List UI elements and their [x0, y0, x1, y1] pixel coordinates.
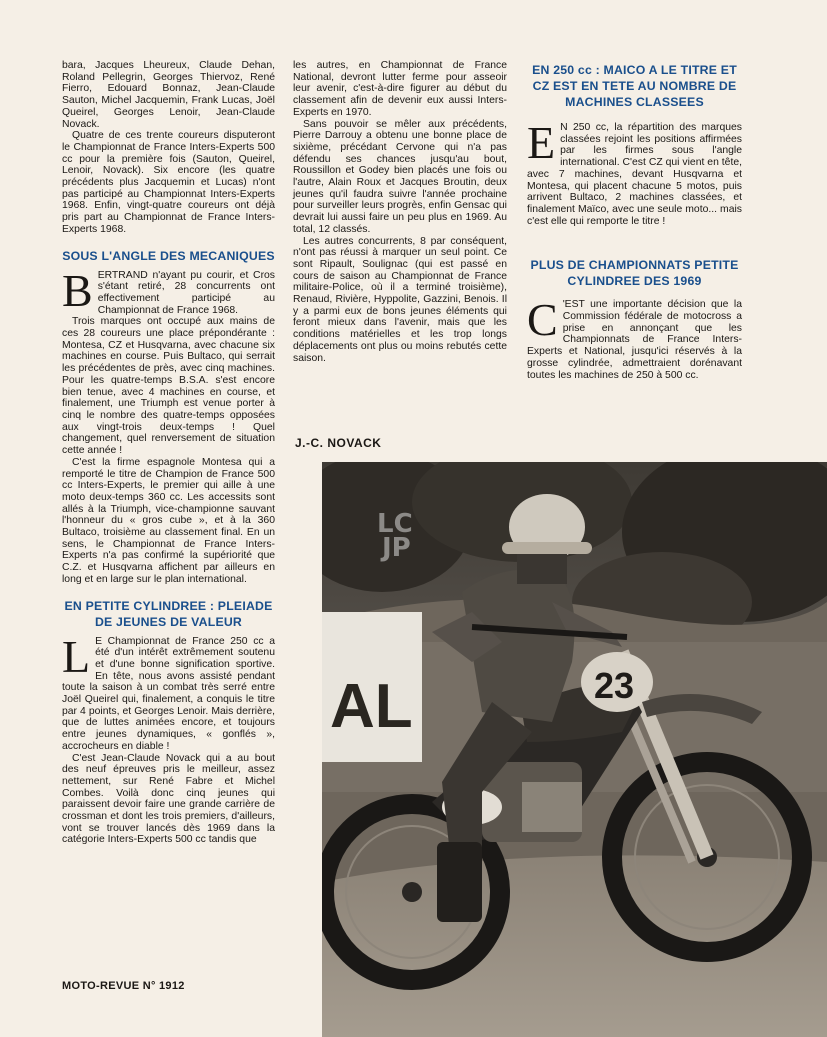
drop-cap: B — [62, 264, 93, 316]
drop-cap: E — [527, 117, 556, 168]
paragraph: Trois marques ont occupé aux mains de ces 28 coureurs une place prépondérante : Montesa, CZ et Husqvarna, avec chacune six machines en course. Puis Bultaco, qui serrait les précédentes de près, avec cinq machines. Pour les quatre-temps B.S.A. s'est encore bien tenue, avec 4 machines en course, et finalement, une Triumph est venue porter à cinq le nombre des quatre-temps opposées aux vingt-trois deux-temps ! Quel changement, quel renversement de situation cette année ! — [62, 316, 275, 457]
drop-cap: L — [62, 630, 91, 682]
watermark-line-2: JP — [382, 533, 411, 563]
paragraph: C'est Jean-Claude Novack qui a au bout des neuf épreuves pris le meilleur, assez nettement, sur René Fabre et Michel Combes. Voilà donc cinq jeunes qui paraissent devoir faire une grande carrière de crossman et dont les trois premiers, d'ailleurs, vont se trouver lancés dès 1969 dans la catégorie Inters-Experts 500 cc tandis que — [62, 752, 275, 846]
paragraph: les autres, en Championnat de France National, devront lutter ferme pour asseoir leur avenir, c'est-à-dire figurer au début du classement afin de devenir eux aussi Inters-Experts en 1970. — [293, 60, 507, 118]
column-2 — [293, 60, 507, 364]
author-byline: J.-C. NOVACK — [295, 436, 382, 450]
page-footer: MOTO-REVUE N° 1912 — [62, 980, 185, 992]
section-heading: EN 250 cc : MAICO A LE TITRE ET CZ EST EN TETE AU NOMBRE DE MACHINES CLASSEES — [532, 63, 737, 109]
paragraph: Les autres concurrents, 8 par conséquent, n'ont pas réussi à marquer un seul point. Ce sont Ripault, Soulignac (qui est passé en cours de saison au Championnat de France militaire-Police, où il a terminé troisième), Renaud, Rivière, Hyppolite, Gazzini, Benois. Il y a parmi eux de bons jeunes éléments qui feront mieux dans l'avenir, mais que les conditions matérielles et les trop longs déplacements ont plus ou moins rebutés cette saison. — [293, 235, 507, 364]
paragraph: E N 250 cc, la répartition des marques classées rejoint les positions affirmées par les firmes sous l'angle international. C'est CZ qui vient en tête, avec 7 machines, devant Husqvarna et Montesa, qui placent chacune 5 motos, puis arrivent Bultaco, 2 machines classées, et finalement Maïco, avec une seule moto... mais c'est elle qui remporte le titre ! — [527, 117, 742, 227]
column-3 — [527, 62, 742, 381]
paragraph: Sans pouvoir se mêler aux précédents, Pierre Darrouy a obtenu une bonne place de sixième, précédant Cervone qui n'a pas défendu ses chances jusqu'au bout, Roussillon et Godey bien placés une fois ou l'autre, Alain Roux et Jacques Broutin, deux jeunes qu'il faudra suivre l'année prochaine pour surveiller leurs progrès, enfin Gensac qui devrait lui aussi faire un peu plus en 1969. Au total, 12 classés. — [293, 118, 507, 235]
drop-cap: C — [527, 294, 558, 346]
paragraph: L E Championnat de France 250 cc a été d'un intérêt extrêmement soutenu et d'une bonne signification sportive. En tête, nous avons assisté pendant toute la saison à un combat très serré entre Joël Queirel qui, finalement, a conquis le titre par 4 points, et Georges Lenoir. Mais derrière, que de luttes animées encore, et toujours entre jeunes dynamiques, « gonflés », accrocheurs en diable ! — [62, 630, 275, 752]
paragraph: C'est la firme espagnole Montesa qui a remporté le titre de Champion de France 500 cc Inters-Experts, le premier qui aille à une moto deux-temps 360 cc. Les accessits sont allés à la Triumph, vice-championne sauvant l'honneur du « gros cube », et à la 360 Bultaco, troisième au classement final. En un sens, le Championnat de France Inters-Experts n'a pas confirmé la supériorité que C.Z. et Husqvarna affichent par ailleurs en long et en large sur le plan international. — [62, 456, 275, 585]
paragraph: Quatre de ces trente coureurs disputeront le Championnat de France Inters-Experts 500 cc pour la première fois (Sauton, Queirel, Lenoir, Novack). Six encore (les quatre précédents plus Jacquemin et Lucas) n'ont pas participé au Championnat Inters-Experts 1968. Enfin, vingt-quatre coureurs ont déjà pris part au Championnat de France Inters-Experts 1968. — [62, 130, 275, 235]
paragraph: BERTRAND n'ayant pu courir, et Cros s'étant retiré, 28 concurrents ont effectivement participé au Championnat de France 1968. — [62, 264, 275, 316]
paragraph: bara, Jacques Lheureux, Claude Dehan, Roland Pellegrin, Georges Thiervoz, René Fierro, Edouard Bonnaz, Jean-Claude Sauton, Michel Jacquemin, Frank Lucas, Joël Queirel, Georges Lenoir, Jean-Claude Novack. — [62, 60, 275, 130]
watermark-line-1: LC — [377, 509, 413, 539]
sign-lettering: AL — [330, 672, 413, 741]
photo-illustration — [322, 462, 827, 1037]
section-heading: PLUS DE CHAMPIONNATS PETITE CYLINDREE DES 1969 — [530, 258, 739, 289]
section-heading: SOUS L'ANGLE DES MECANIQUES — [62, 248, 275, 263]
paragraph: C 'EST une importante décision que la Commission fédérale de motocross a prise en annonçant que les Championnats de France Inters-Experts et National, jusqu'ici réservés à la grosse cylindrée, admettraient dorénavant toutes les machines de 250 à 500 cc. — [527, 294, 742, 381]
section-heading: EN PETITE CYLINDREE : PLEIADE DE JEUNES DE VALEUR — [64, 598, 273, 629]
bike-number: 23 — [594, 665, 635, 706]
motocross-photo — [322, 462, 827, 1037]
column-1 — [62, 60, 275, 846]
